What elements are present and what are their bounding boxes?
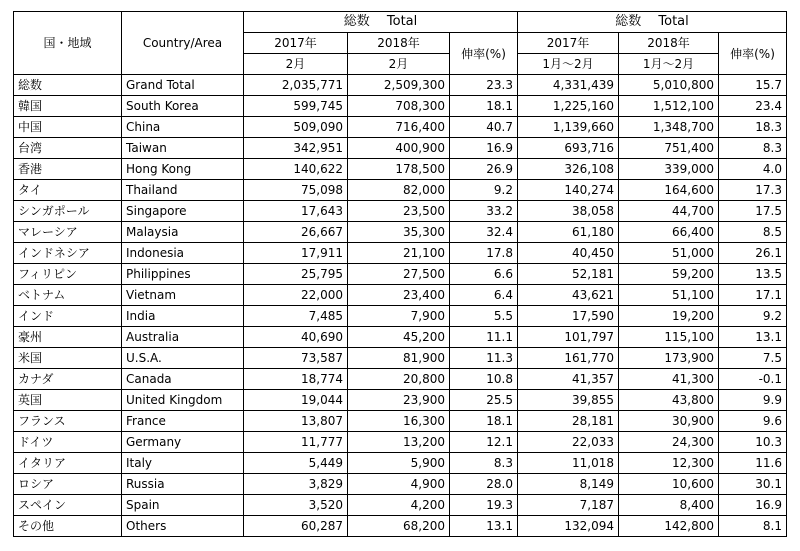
cell-growth-rate-cumulative: 17.1 [719, 285, 787, 306]
cell-growth-rate-cumulative: 8.5 [719, 222, 787, 243]
header-2017-feb-month: 2月 [244, 54, 348, 75]
cell-region-en: Russia [122, 474, 244, 495]
cell-2018-feb: 68,200 [348, 516, 450, 537]
cell-2017-feb: 17,911 [244, 243, 348, 264]
cell-2017-feb: 7,485 [244, 306, 348, 327]
cell-region-en: U.S.A. [122, 348, 244, 369]
cell-2017-jan-feb: 22,033 [518, 432, 619, 453]
table-row [14, 75, 787, 96]
cell-growth-rate-monthly: 28.0 [450, 474, 518, 495]
cell-2018-jan-feb: 339,000 [619, 159, 719, 180]
cell-2017-feb: 22,000 [244, 285, 348, 306]
cell-2017-jan-feb: 38,058 [518, 201, 619, 222]
cell-growth-rate-cumulative: 15.7 [719, 75, 787, 96]
cell-growth-rate-monthly: 33.2 [450, 201, 518, 222]
cell-2018-feb: 2,509,300 [348, 75, 450, 96]
cell-2018-jan-feb: 10,600 [619, 474, 719, 495]
header-2017-jan-feb-month: 1月～2月 [518, 54, 619, 75]
cell-region-jp: タイ [14, 180, 122, 201]
table-row [14, 516, 787, 537]
cell-region-en: Vietnam [122, 285, 244, 306]
table-row [14, 474, 787, 495]
header-region-jp: 国・地域 [14, 12, 122, 75]
cell-growth-rate-monthly: 19.3 [450, 495, 518, 516]
cell-growth-rate-monthly: 6.4 [450, 285, 518, 306]
cell-region-jp: 中国 [14, 117, 122, 138]
cell-2017-feb: 509,090 [244, 117, 348, 138]
cell-2017-jan-feb: 4,331,439 [518, 75, 619, 96]
cell-2018-jan-feb: 41,300 [619, 369, 719, 390]
cell-growth-rate-cumulative: 8.1 [719, 516, 787, 537]
cell-2017-jan-feb: 7,187 [518, 495, 619, 516]
cell-2018-jan-feb: 115,100 [619, 327, 719, 348]
cell-2018-feb: 16,300 [348, 411, 450, 432]
table-row [14, 264, 787, 285]
cell-growth-rate-monthly: 26.9 [450, 159, 518, 180]
cell-2018-jan-feb: 12,300 [619, 453, 719, 474]
cell-growth-rate-monthly: 12.1 [450, 432, 518, 453]
cell-2017-feb: 5,449 [244, 453, 348, 474]
cell-growth-rate-monthly: 11.3 [450, 348, 518, 369]
cell-2017-jan-feb: 1,225,160 [518, 96, 619, 117]
cell-2017-feb: 3,520 [244, 495, 348, 516]
header-2018-jan-feb-year: 2018年 [619, 33, 719, 54]
cell-2017-feb: 40,690 [244, 327, 348, 348]
table-row [14, 159, 787, 180]
cell-growth-rate-cumulative: 16.9 [719, 495, 787, 516]
cell-2018-jan-feb: 164,600 [619, 180, 719, 201]
cell-2017-jan-feb: 326,108 [518, 159, 619, 180]
cell-2018-feb: 5,900 [348, 453, 450, 474]
cell-growth-rate-monthly: 18.1 [450, 411, 518, 432]
cell-2018-jan-feb: 751,400 [619, 138, 719, 159]
cell-2018-jan-feb: 5,010,800 [619, 75, 719, 96]
cell-2018-jan-feb: 173,900 [619, 348, 719, 369]
cell-2018-feb: 21,100 [348, 243, 450, 264]
cell-2018-jan-feb: 44,700 [619, 201, 719, 222]
cell-2018-jan-feb: 66,400 [619, 222, 719, 243]
cell-growth-rate-cumulative: 30.1 [719, 474, 787, 495]
header-row-1 [14, 12, 787, 33]
cell-growth-rate-monthly: 9.2 [450, 180, 518, 201]
cell-2018-jan-feb: 24,300 [619, 432, 719, 453]
cell-region-jp: 香港 [14, 159, 122, 180]
cell-growth-rate-monthly: 5.5 [450, 306, 518, 327]
cell-2018-feb: 708,300 [348, 96, 450, 117]
cell-2017-jan-feb: 693,716 [518, 138, 619, 159]
cell-region-en: Taiwan [122, 138, 244, 159]
cell-2017-jan-feb: 40,450 [518, 243, 619, 264]
table-row [14, 180, 787, 201]
cell-2017-feb: 73,587 [244, 348, 348, 369]
cell-2018-feb: 178,500 [348, 159, 450, 180]
table-row [14, 348, 787, 369]
cell-2017-feb: 11,777 [244, 432, 348, 453]
table-row [14, 453, 787, 474]
header-group-cumulative: 総数 Total [518, 12, 787, 33]
cell-2017-feb: 342,951 [244, 138, 348, 159]
cell-2018-feb: 27,500 [348, 264, 450, 285]
cell-growth-rate-cumulative: 26.1 [719, 243, 787, 264]
cell-growth-rate-monthly: 32.4 [450, 222, 518, 243]
cell-2017-feb: 140,622 [244, 159, 348, 180]
cell-2017-feb: 60,287 [244, 516, 348, 537]
cell-region-jp: ドイツ [14, 432, 122, 453]
cell-2017-jan-feb: 140,274 [518, 180, 619, 201]
cell-region-jp: ロシア [14, 474, 122, 495]
cell-region-en: France [122, 411, 244, 432]
table-row [14, 432, 787, 453]
cell-2017-jan-feb: 17,590 [518, 306, 619, 327]
cell-growth-rate-monthly: 23.3 [450, 75, 518, 96]
header-region-en: Country/Area [122, 12, 244, 75]
cell-2018-feb: 20,800 [348, 369, 450, 390]
cell-2018-jan-feb: 51,100 [619, 285, 719, 306]
cell-2017-jan-feb: 1,139,660 [518, 117, 619, 138]
header-2017-feb-year: 2017年 [244, 33, 348, 54]
cell-growth-rate-cumulative: -0.1 [719, 369, 787, 390]
cell-2018-feb: 45,200 [348, 327, 450, 348]
cell-growth-rate-monthly: 8.3 [450, 453, 518, 474]
cell-region-en: Philippines [122, 264, 244, 285]
table-row [14, 117, 787, 138]
cell-region-jp: インドネシア [14, 243, 122, 264]
cell-2018-jan-feb: 59,200 [619, 264, 719, 285]
cell-2017-feb: 75,098 [244, 180, 348, 201]
cell-region-jp: カナダ [14, 369, 122, 390]
cell-2018-feb: 82,000 [348, 180, 450, 201]
cell-region-jp: シンガポール [14, 201, 122, 222]
header-growth-rate-monthly: 伸率(%) [450, 33, 518, 75]
header-group-monthly: 総数 Total [244, 12, 518, 33]
table-row [14, 495, 787, 516]
cell-2017-feb: 2,035,771 [244, 75, 348, 96]
cell-2018-jan-feb: 43,800 [619, 390, 719, 411]
cell-region-jp: 米国 [14, 348, 122, 369]
cell-region-jp: 豪州 [14, 327, 122, 348]
cell-2017-feb: 26,667 [244, 222, 348, 243]
cell-growth-rate-cumulative: 7.5 [719, 348, 787, 369]
cell-2017-jan-feb: 43,621 [518, 285, 619, 306]
cell-region-jp: スペイン [14, 495, 122, 516]
cell-region-jp: 英国 [14, 390, 122, 411]
cell-growth-rate-cumulative: 10.3 [719, 432, 787, 453]
cell-region-jp: フランス [14, 411, 122, 432]
cell-growth-rate-monthly: 25.5 [450, 390, 518, 411]
cell-region-en: Singapore [122, 201, 244, 222]
cell-region-jp: 台湾 [14, 138, 122, 159]
cell-region-en: Hong Kong [122, 159, 244, 180]
cell-growth-rate-cumulative: 23.4 [719, 96, 787, 117]
cell-2017-jan-feb: 41,357 [518, 369, 619, 390]
table-row [14, 138, 787, 159]
cell-2017-feb: 13,807 [244, 411, 348, 432]
cell-growth-rate-cumulative: 8.3 [719, 138, 787, 159]
cell-region-en: Italy [122, 453, 244, 474]
cell-region-en: Germany [122, 432, 244, 453]
cell-region-en: Others [122, 516, 244, 537]
cell-growth-rate-cumulative: 9.6 [719, 411, 787, 432]
cell-region-jp: フィリピン [14, 264, 122, 285]
cell-growth-rate-monthly: 10.8 [450, 369, 518, 390]
header-2018-feb-month: 2月 [348, 54, 450, 75]
cell-2018-feb: 4,200 [348, 495, 450, 516]
cell-2017-jan-feb: 132,094 [518, 516, 619, 537]
header-2017-jan-feb-year: 2017年 [518, 33, 619, 54]
cell-region-jp: マレーシア [14, 222, 122, 243]
cell-region-jp: 総数 [14, 75, 122, 96]
cell-growth-rate-cumulative: 17.5 [719, 201, 787, 222]
cell-region-jp: 韓国 [14, 96, 122, 117]
cell-region-en: Canada [122, 369, 244, 390]
cell-region-en: United Kingdom [122, 390, 244, 411]
cell-2018-jan-feb: 30,900 [619, 411, 719, 432]
cell-2017-feb: 18,774 [244, 369, 348, 390]
cell-2018-jan-feb: 51,000 [619, 243, 719, 264]
cell-growth-rate-monthly: 18.1 [450, 96, 518, 117]
cell-2017-jan-feb: 11,018 [518, 453, 619, 474]
cell-growth-rate-cumulative: 13.1 [719, 327, 787, 348]
table-row [14, 96, 787, 117]
cell-2018-feb: 35,300 [348, 222, 450, 243]
cell-2017-jan-feb: 52,181 [518, 264, 619, 285]
cell-region-jp: イタリア [14, 453, 122, 474]
table-row [14, 243, 787, 264]
cell-2018-feb: 81,900 [348, 348, 450, 369]
cell-growth-rate-monthly: 16.9 [450, 138, 518, 159]
cell-2017-feb: 25,795 [244, 264, 348, 285]
cell-region-en: India [122, 306, 244, 327]
cell-2018-jan-feb: 19,200 [619, 306, 719, 327]
cell-region-en: Thailand [122, 180, 244, 201]
cell-region-jp: その他 [14, 516, 122, 537]
cell-2017-jan-feb: 28,181 [518, 411, 619, 432]
table-row [14, 327, 787, 348]
cell-2017-jan-feb: 101,797 [518, 327, 619, 348]
cell-region-jp: ベトナム [14, 285, 122, 306]
cell-2018-feb: 23,500 [348, 201, 450, 222]
cell-2017-jan-feb: 39,855 [518, 390, 619, 411]
table-row [14, 369, 787, 390]
table-row [14, 390, 787, 411]
cell-region-en: China [122, 117, 244, 138]
cell-growth-rate-cumulative: 17.3 [719, 180, 787, 201]
cell-region-en: Malaysia [122, 222, 244, 243]
cell-2018-jan-feb: 1,348,700 [619, 117, 719, 138]
cell-2018-jan-feb: 8,400 [619, 495, 719, 516]
cell-growth-rate-cumulative: 9.2 [719, 306, 787, 327]
cell-2018-jan-feb: 142,800 [619, 516, 719, 537]
cell-region-en: Grand Total [122, 75, 244, 96]
cell-growth-rate-cumulative: 11.6 [719, 453, 787, 474]
table-row [14, 285, 787, 306]
cell-region-en: Australia [122, 327, 244, 348]
cell-2018-feb: 400,900 [348, 138, 450, 159]
cell-2018-feb: 23,900 [348, 390, 450, 411]
cell-region-en: Indonesia [122, 243, 244, 264]
cell-growth-rate-monthly: 17.8 [450, 243, 518, 264]
cell-2018-feb: 13,200 [348, 432, 450, 453]
cell-growth-rate-cumulative: 9.9 [719, 390, 787, 411]
cell-2018-feb: 23,400 [348, 285, 450, 306]
cell-2017-jan-feb: 61,180 [518, 222, 619, 243]
header-2018-jan-feb-month: 1月～2月 [619, 54, 719, 75]
cell-2017-jan-feb: 8,149 [518, 474, 619, 495]
cell-region-en: South Korea [122, 96, 244, 117]
cell-2017-feb: 19,044 [244, 390, 348, 411]
cell-2017-feb: 599,745 [244, 96, 348, 117]
table-row [14, 411, 787, 432]
cell-2017-feb: 3,829 [244, 474, 348, 495]
cell-growth-rate-cumulative: 18.3 [719, 117, 787, 138]
cell-region-en: Spain [122, 495, 244, 516]
cell-growth-rate-cumulative: 4.0 [719, 159, 787, 180]
header-2018-feb-year: 2018年 [348, 33, 450, 54]
cell-growth-rate-cumulative: 13.5 [719, 264, 787, 285]
cell-growth-rate-monthly: 6.6 [450, 264, 518, 285]
cell-growth-rate-monthly: 11.1 [450, 327, 518, 348]
cell-growth-rate-monthly: 40.7 [450, 117, 518, 138]
cell-2018-feb: 716,400 [348, 117, 450, 138]
header-growth-rate-cumulative: 伸率(%) [719, 33, 787, 75]
cell-growth-rate-monthly: 13.1 [450, 516, 518, 537]
visitor-statistics-table [13, 11, 787, 537]
cell-2017-feb: 17,643 [244, 201, 348, 222]
cell-2018-feb: 7,900 [348, 306, 450, 327]
cell-2018-jan-feb: 1,512,100 [619, 96, 719, 117]
cell-2018-feb: 4,900 [348, 474, 450, 495]
cell-region-jp: インド [14, 306, 122, 327]
table-row [14, 306, 787, 327]
table-row [14, 201, 787, 222]
table-row [14, 222, 787, 243]
cell-2017-jan-feb: 161,770 [518, 348, 619, 369]
